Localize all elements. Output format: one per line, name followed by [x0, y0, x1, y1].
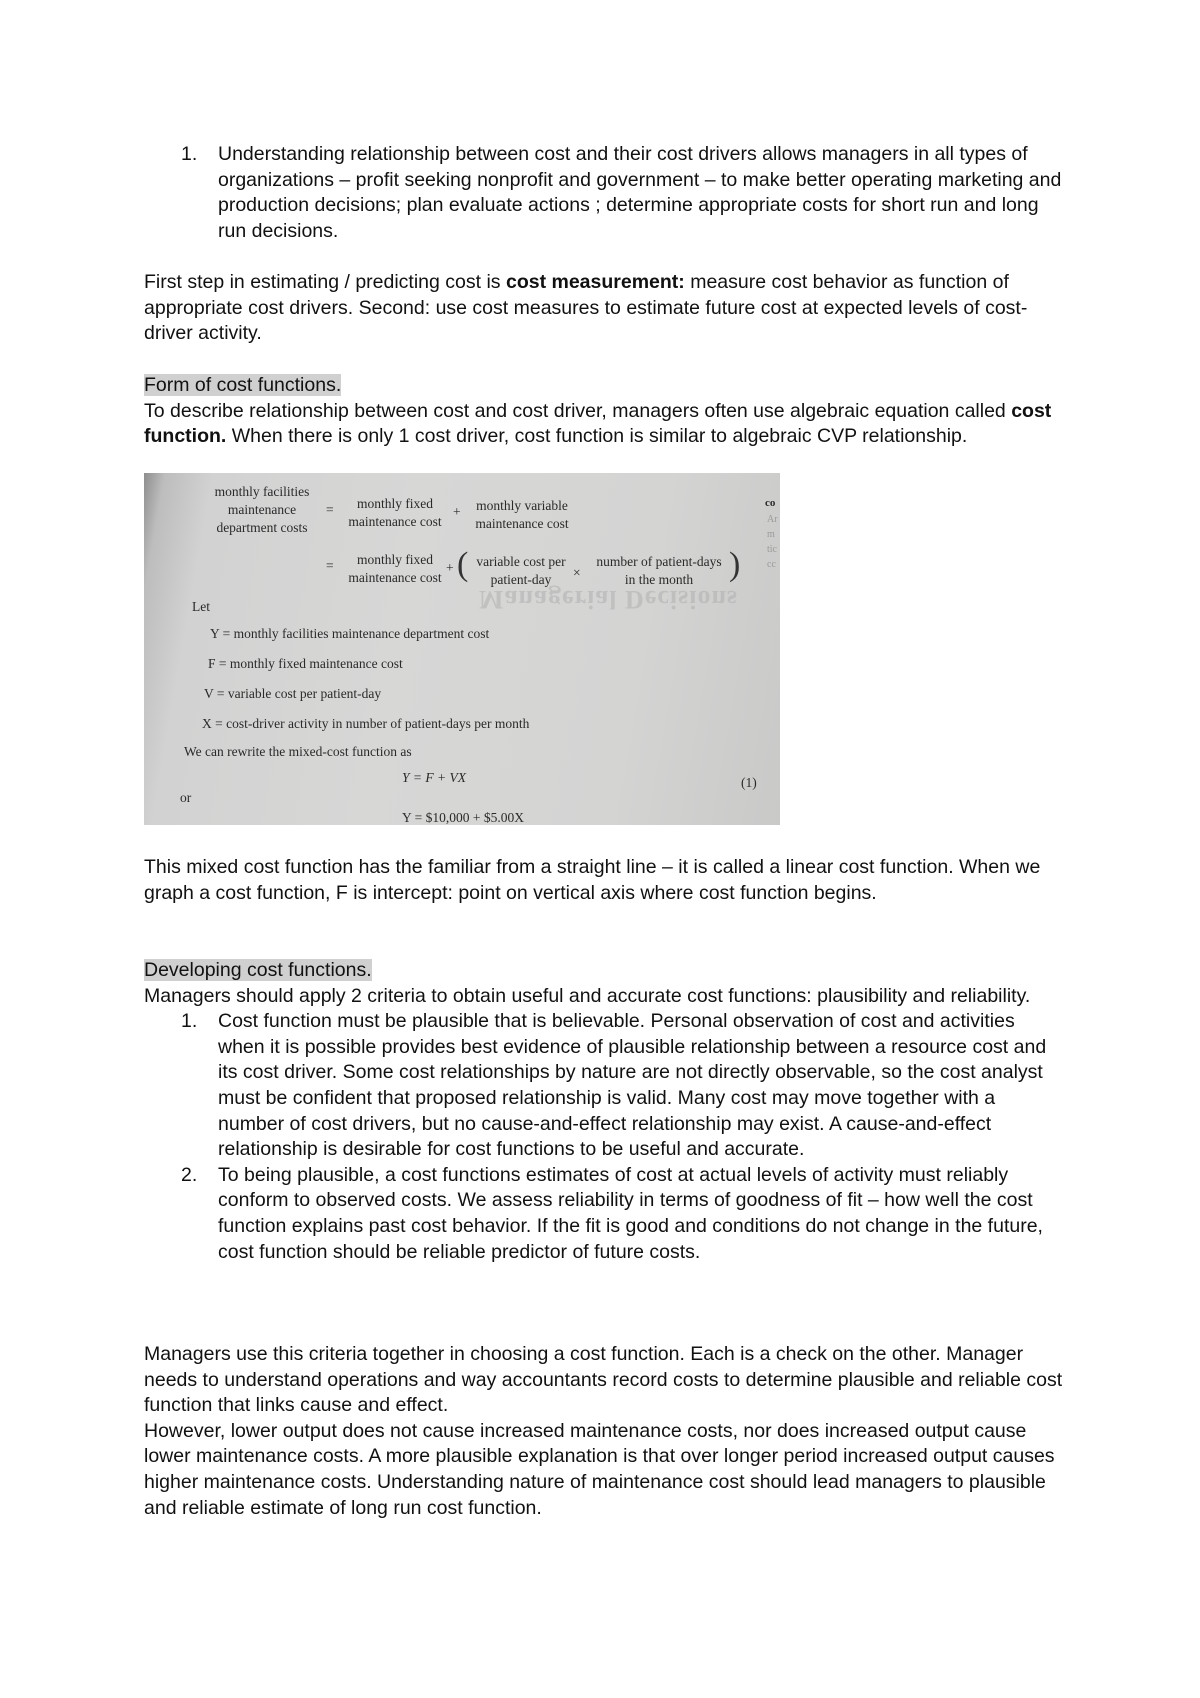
patient-days-line-1: number of patient-days — [596, 554, 722, 569]
linear-cost-paragraph — [144, 855, 1064, 906]
lhs-line-1: monthly facilities — [214, 484, 310, 499]
list-item-number: 1. — [181, 1010, 198, 1033]
formula-general: Y = F + VX — [402, 770, 466, 785]
paragraph-text: First step in estimating / predicting cost is — [144, 271, 506, 293]
rewrite-sentence: We can rewrite the mixed-cost function as — [184, 744, 412, 759]
fixed-cost-line-2: maintenance cost — [348, 570, 442, 585]
criteria-list — [144, 1009, 1064, 1265]
list-item-text: Understanding relationship between cost and their cost drivers allows managers in all types of organizations – profit seeking nonprofit and government – to make better operating marketing and production decisions; plan evaluate actions ; determine appropriate costs for short run and long run decisions. — [218, 143, 1062, 242]
definition-f: F = monthly fixed maintenance cost — [208, 656, 403, 671]
mirrored-bleed-text: Managerial Decisions — [479, 585, 739, 614]
definition-v: V = variable cost per patient-day — [204, 686, 382, 701]
equation-number: (1) — [741, 775, 757, 790]
section-heading: Form of cost functions. — [144, 374, 342, 396]
closing-paragraphs — [144, 1342, 1064, 1521]
intro-list — [144, 142, 1064, 244]
list-item-text: Cost function must be plausible that is believable. Personal observation of cost and activities when it is possible provides best evidence of plausible relationship between a resource cost and its cost driver. Some cost relationships by nature are not directly observable, so the cost analyst must be confident that proposed relationship is valid. Many cost may move together with a number of cost drivers, but no cause-and-effect relationship may exist. A cause-and-effect relationship is desirable for cost functions to be useful and accurate. — [218, 1010, 1047, 1161]
form-of-cost-functions-section — [144, 373, 1064, 450]
list-item — [144, 1163, 1064, 1265]
fixed-cost-line-2: maintenance cost — [348, 514, 442, 529]
paragraph-text: When there is only 1 cost driver, cost function is similar to algebraic CVP relationship. — [226, 425, 968, 448]
lhs-line-3: department costs — [216, 520, 308, 535]
page-edge-text: cc — [767, 559, 776, 570]
paragraph-text: To describe relationship between cost and cost driver, managers often use algebraic equation called — [144, 399, 1012, 422]
section-heading: Developing cost functions. — [144, 959, 372, 981]
patient-days-line-2: in the month — [624, 572, 694, 587]
page-edge-text: co — [765, 497, 776, 509]
variable-cost-line-1: monthly variable — [476, 498, 568, 513]
definition-x: X = cost-driver activity in number of patient-days per month — [202, 716, 530, 731]
let-label: Let — [192, 599, 210, 614]
left-parenthesis: ( — [457, 546, 469, 583]
definition-y: Y = monthly facilities maintenance department cost — [210, 626, 490, 641]
variable-cost-line-2: maintenance cost — [475, 516, 569, 531]
page-edge-text: Ar — [767, 514, 778, 525]
textbook-photo — [144, 473, 780, 825]
page-edge-text: m — [767, 529, 775, 540]
paragraph-text: measure cost behavior as function of appropriate cost drivers. Second: use cost measures to estimate future cost at expected levels of cost-driver activity. — [144, 271, 1028, 345]
paragraph-text: Managers use this criteria together in choosing a cost function. Each is a check on the other. Manager needs to understand operations and way accountants record costs to determine plausible and reliable cost function that links cause and effect. — [144, 1343, 1063, 1417]
formula-example: Y = $10,000 + $5.00X — [402, 810, 524, 825]
fixed-cost-line-1: monthly fixed — [356, 496, 434, 511]
list-item — [144, 142, 1064, 244]
developing-cost-functions-section — [144, 958, 1064, 1265]
list-item-text: To being plausible, a cost functions estimates of cost at actual levels of activity must reliably conform to observed costs. We assess reliability in terms of goodness of fit – how well the cost function explains past cost behavior. If the fit is good and conditions do not change in the future, cost function should be reliable predictor of future costs. — [218, 1163, 1043, 1263]
paragraph-text: However, lower output does not cause increased maintenance costs, nor does increased output cause lower maintenance costs. A more plausible explanation is that over longer period increased output causes higher maintenance costs. Understanding nature of maintenance cost should lead managers to plausible and reliable estimate of long run cost function. — [144, 1419, 1055, 1519]
cost-measurement-paragraph — [144, 270, 1064, 347]
list-item-number: 1. — [181, 143, 198, 165]
fixed-cost-line-1: monthly fixed — [356, 552, 434, 567]
variable-per-day-line-2: patient-day — [490, 572, 552, 587]
plus-sign: + — [453, 504, 461, 519]
right-parenthesis: ) — [729, 546, 741, 583]
variable-per-day-line-1: variable cost per — [476, 554, 566, 569]
paragraph-text: This mixed cost function has the familiar from a straight line – it is called a linear cost function. When we graph a cost function, F is intercept: point on vertical axis where cost function begins. — [144, 856, 1041, 904]
times-sign: × — [573, 565, 581, 580]
intro-list-block — [144, 142, 1064, 244]
plus-sign: + — [446, 560, 454, 575]
equals-sign: = — [326, 558, 334, 573]
list-item — [144, 1009, 1064, 1163]
page-edge-text: tic — [767, 544, 777, 555]
list-item-number: 2. — [181, 1163, 198, 1186]
bold-term: cost function. — [144, 399, 1052, 448]
lhs-line-2: maintenance — [227, 502, 297, 517]
paragraph-text: Managers should apply 2 criteria to obtain useful and accurate cost functions: plausibility and reliability. — [144, 984, 1031, 1007]
equals-sign: = — [326, 502, 334, 517]
bold-term: cost measurement: — [505, 271, 685, 293]
or-label: or — [180, 790, 192, 805]
